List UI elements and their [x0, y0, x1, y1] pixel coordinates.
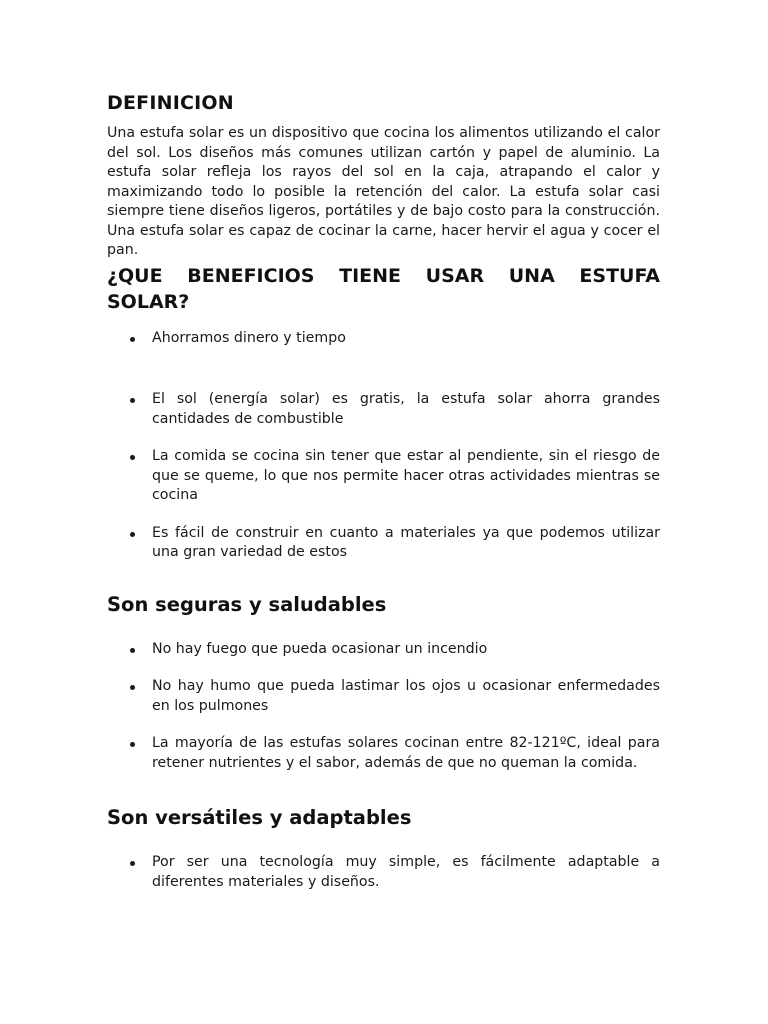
bullet-icon [130, 337, 135, 342]
list-item-text: La mayoría de las estufas solares cocinan entre 82-121ºC, ideal para retener nutrientes y el sabor, además de que no queman la comida. [152, 735, 660, 771]
bullet-icon [130, 648, 135, 653]
safe-list [107, 640, 660, 774]
benefits-heading: ¿QUE BENEFICIOS TIENE USAR UNA ESTUFA SOLAR? [107, 264, 660, 313]
versatile-heading: Son versátiles y adaptables [107, 806, 412, 829]
benefits-list [107, 329, 660, 563]
bullet-icon [130, 532, 135, 537]
bullet-icon [130, 685, 135, 690]
list-item-text: La comida se cocina sin tener que estar al pendiente, sin el riesgo de que se queme, lo que nos permite hacer otras actividades mientras se cocina [152, 448, 660, 503]
list-item-text: Es fácil de construir en cuanto a materiales ya que podemos utilizar una gran variedad de estos [152, 524, 660, 560]
list-item [107, 853, 660, 892]
safe-heading: Son seguras y saludables [107, 592, 387, 616]
list-item-text: Por ser una tecnología muy simple, es fácilmente adaptable a diferentes materiales y diseños. [152, 854, 660, 890]
bullet-icon [130, 398, 135, 403]
list-item [107, 734, 660, 773]
definition-heading: DEFINICION [107, 92, 234, 114]
list-item-text: Ahorramos dinero y tiempo [152, 329, 346, 346]
bullet-icon [130, 455, 135, 460]
list-item-text: No hay humo que pueda lastimar los ojos u ocasionar enfermedades en los pulmones [152, 678, 660, 714]
list-item-text: No hay fuego que pueda ocasionar un incendio [152, 640, 488, 657]
list-item [107, 524, 660, 563]
bullet-icon [130, 742, 135, 747]
bullet-icon [130, 861, 135, 866]
list-item [107, 640, 660, 660]
list-item [107, 329, 660, 349]
document-page [107, 88, 660, 892]
versatile-list [107, 853, 660, 892]
list-item-text: El sol (energía solar) es gratis, la estufa solar ahorra grandes cantidades de combustible [152, 391, 660, 427]
definition-paragraph: Una estufa solar es un dispositivo que cocina los alimentos utilizando el calor del sol. Los diseños más comunes utilizan cartón y papel de aluminio. La estufa solar refleja los rayos del sol en la caja, atrapando el calor y maximizando todo lo posible la retención del calor. La estufa solar casi siempre tiene diseños ligeros, portátiles y de bajo costo para la construcción. Una estufa solar es capaz de cocinar la carne, hacer hervir el agua y cocer el pan. [107, 125, 660, 258]
list-item [107, 447, 660, 506]
list-item [107, 390, 660, 429]
list-item [107, 677, 660, 716]
